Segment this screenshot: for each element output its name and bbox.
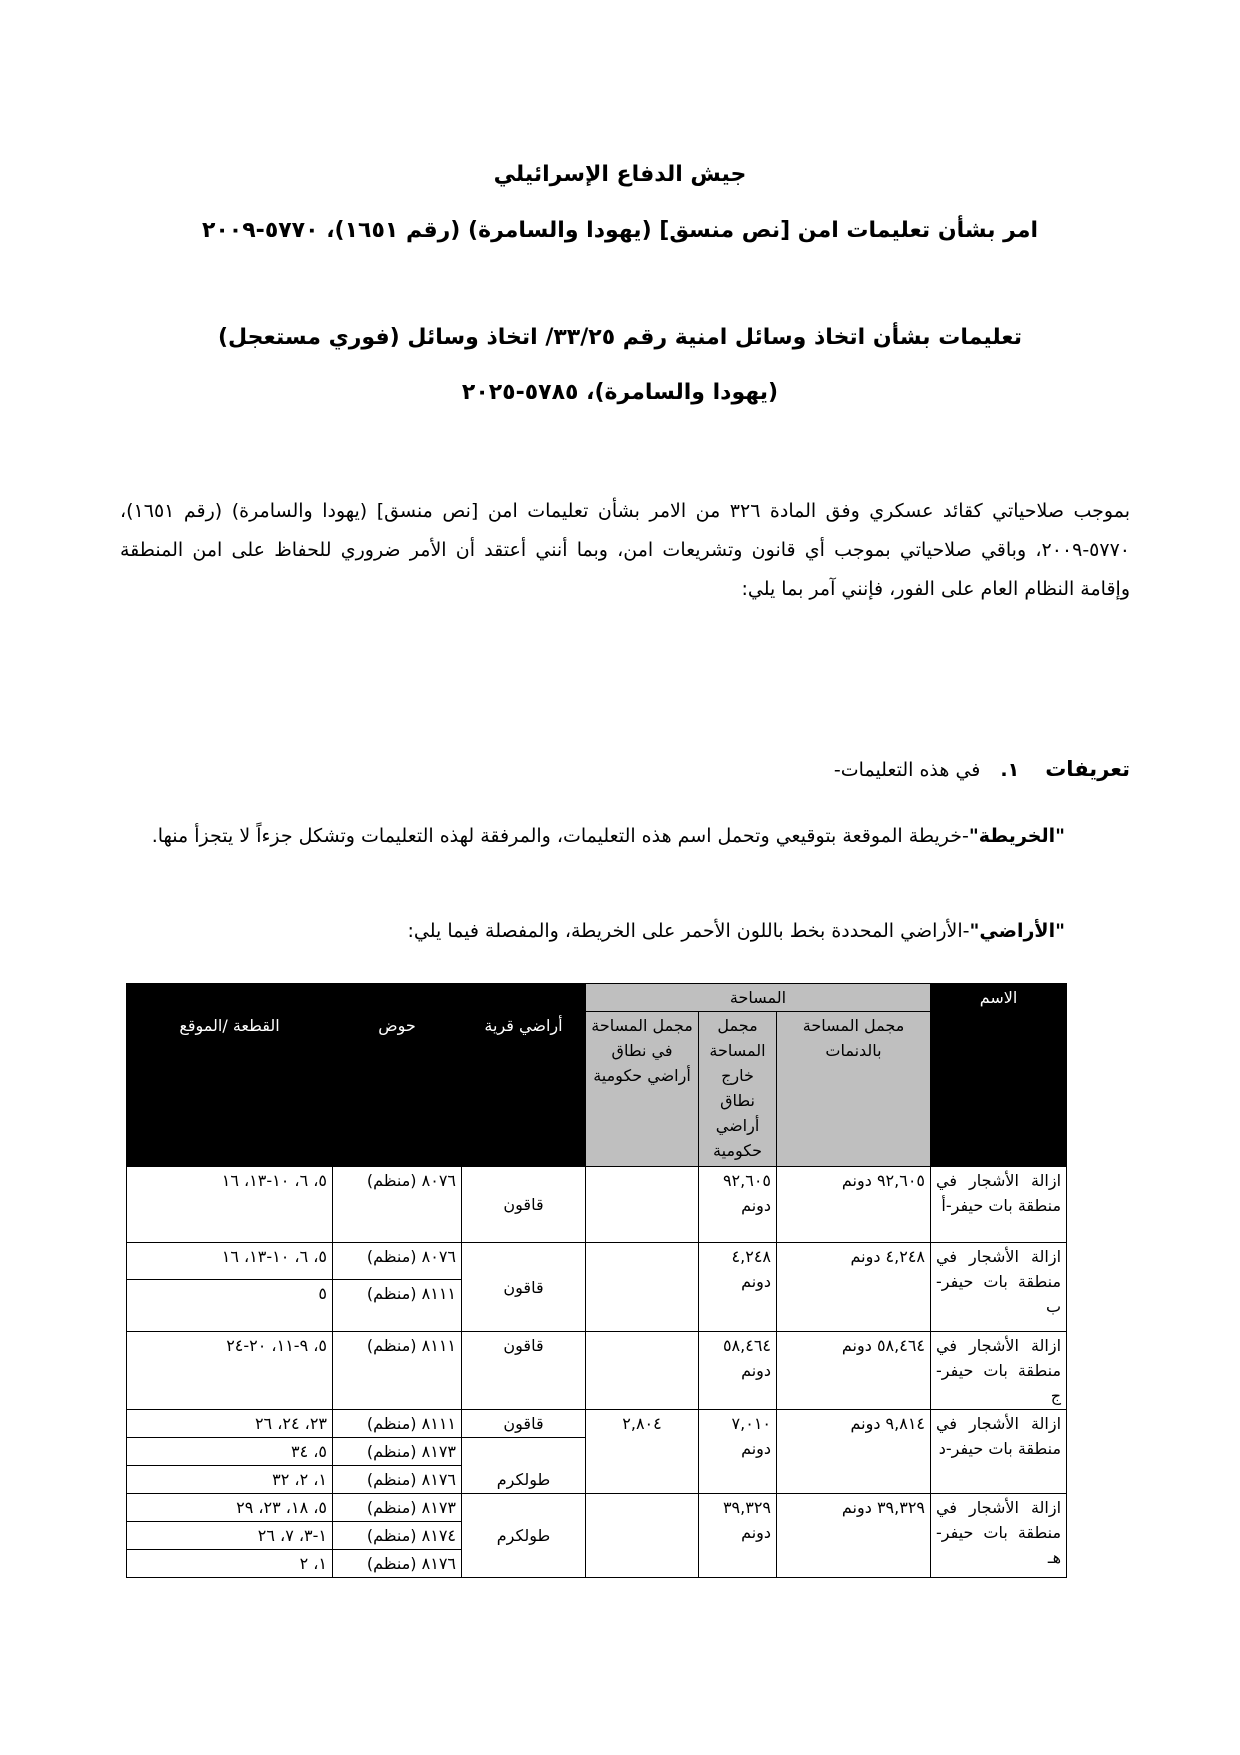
row-plots: ٥، ٦، ١٠-١٣، ١٦ [127,1243,333,1280]
header-instructions-subtitle: (يهودا والسامرة)، ٥٧٨٥-٢٠٢٥ [461,380,779,405]
row-inside [586,1494,699,1578]
row-basin: ٨١٧٦ (منظم) [333,1466,462,1494]
section-1-heading [834,757,1130,781]
header-village: أراضي قرية [462,1012,586,1167]
row-name: ازالة الأشجار في منطقة بات حيفر-هـ [931,1494,1067,1578]
row-village: قاقون [462,1243,586,1332]
header-instructions-title: تعليمات بشأن اتخاذ وسائل امنية رقم ٣٣/٢٥/ اتخاذ وسائل (فوري مستعجل) [217,325,1022,350]
row-basin: ٨١١١ (منظم) [333,1410,462,1438]
row-total: ٤,٢٤٨ دونم [777,1243,931,1332]
row-outside: ٤,٢٤٨ دونم [699,1243,777,1332]
row-name: ازالة الأشجار في منطقة بات حيفر-أ [931,1167,1067,1243]
row-village: طولكرم [462,1438,586,1494]
header-area: المساحة [586,984,931,1012]
row-total: ٥٨,٤٦٤ دونم [777,1332,931,1410]
table-row [127,1494,1067,1522]
header-area-outside-gov: مجمل المساحة خارج نطاق أراضي حكومية [699,1012,777,1167]
row-plots: ١-٣، ٧، ٢٦ [127,1522,333,1550]
row-inside: ٢,٨٠٤ [586,1410,699,1494]
header-village-blank [462,984,586,1012]
row-village: قاقون [462,1410,586,1438]
table-row [127,1410,1067,1438]
land-table [126,983,1067,1578]
definition-land-text: -الأراضي المحددة بخط باللون الأحمر على الخريطة، والمفصلة فيما يلي: [407,920,970,942]
row-total: ٩٢,٦٠٥ دونم [777,1167,931,1243]
table-row [127,1243,1067,1280]
definition-map-term: "الخريطة" [968,825,1065,847]
row-outside: ٧,٠١٠ دونم [699,1410,777,1494]
header-idf: جيش الدفاع الإسرائيلي [493,162,747,187]
row-plots: ٥، ٩-١١، ٢٠-٢٤ [127,1332,333,1410]
row-inside [586,1167,699,1243]
row-outside: ٩٢,٦٠٥ دونم [699,1167,777,1243]
header-area-inside-gov: مجمل المساحة في نطاق أراضي حكومية [586,1012,699,1167]
row-basin: ٨٠٧٦ (منظم) [333,1243,462,1280]
row-basin: ٨١١١ (منظم) [333,1332,462,1410]
row-plots: ٥، ٦، ١٠-١٣، ١٦ [127,1167,333,1243]
header-basin: حوض [333,1012,462,1167]
row-name: ازالة الأشجار في منطقة بات حيفر-د [931,1410,1067,1494]
row-name: ازالة الأشجار في منطقة بات حيفر-ب [931,1243,1067,1332]
row-outside: ٥٨,٤٦٤ دونم [699,1332,777,1410]
row-village: طولكرم [462,1494,586,1578]
row-basin: ٨١٧٣ (منظم) [333,1494,462,1522]
definition-map [120,822,1065,850]
row-total: ٩,٨١٤ دونم [777,1410,931,1494]
row-plots: ٥، ٣٤ [127,1438,333,1466]
header-total-area: مجمل المساحة بالدنمات [777,1012,931,1167]
row-plots: ١، ٢، ٣٢ [127,1466,333,1494]
row-basin: ٨١١١ (منظم) [333,1280,462,1332]
row-village: قاقون [462,1167,586,1243]
section-1-number: ١. [1000,759,1020,781]
row-village: قاقون [462,1332,586,1410]
row-basin: ٨٠٧٦ (منظم) [333,1167,462,1243]
table-row [127,1332,1067,1410]
intro-paragraph: بموجب صلاحياتي كقائد عسكري وفق المادة ٣٢٦ من الامر بشأن تعليمات امن [نص منسق] (يهودا والسامرة) (رقم ١٦٥١)، ٥٧٧٠-٢٠٠٩، وباقي صلاحياتي بموجب أي قانون وتشريعات امن، وبما أنني أعتقد أن الأمر ضروري للحفاظ على امن المنطقة وإقامة النظام العام على الفور، فإنني آمر بما يلي: [120,500,1130,600]
row-outside: ٣٩,٣٢٩ دونم [699,1494,777,1578]
row-plots: ٢٣، ٢٤، ٢٦ [127,1410,333,1438]
row-plots: ٥ [127,1280,333,1332]
row-inside [586,1332,699,1410]
header-basin-blank [333,984,462,1012]
row-basin: ٨١٧٦ (منظم) [333,1550,462,1578]
row-plots: ١، ٢ [127,1550,333,1578]
section-1-lead: في هذه التعليمات- [833,759,981,781]
header-plots: القطعة /الموقع [127,1012,333,1167]
header-plots-blank [127,984,333,1012]
row-plots: ٥، ١٨، ٢٣، ٢٩ [127,1494,333,1522]
definition-land [120,917,1065,945]
table-row [127,1167,1067,1243]
row-basin: ٨١٧٣ (منظم) [333,1438,462,1466]
definition-map-text: -خريطة الموقعة بتوقيعي وتحمل اسم هذه التعليمات، والمرفقة لهذه التعليمات وتشكل جزءاً لا يتجزأ منها. [151,825,969,847]
row-total: ٣٩,٣٢٩ دونم [777,1494,931,1578]
header-order-title: امر بشأن تعليمات امن [نص منسق] (يهودا والسامرة) (رقم ١٦٥١)، ٥٧٧٠-٢٠٠٩ [201,218,1039,243]
header-name: الاسم [931,984,1067,1167]
row-name: ازالة الأشجار في منطقة بات حيفر-ج [931,1332,1067,1410]
section-1-title: تعريفات [1045,757,1130,781]
definition-land-term: "الأراضي" [969,920,1065,942]
row-inside [586,1243,699,1332]
row-basin: ٨١٧٤ (منظم) [333,1522,462,1550]
